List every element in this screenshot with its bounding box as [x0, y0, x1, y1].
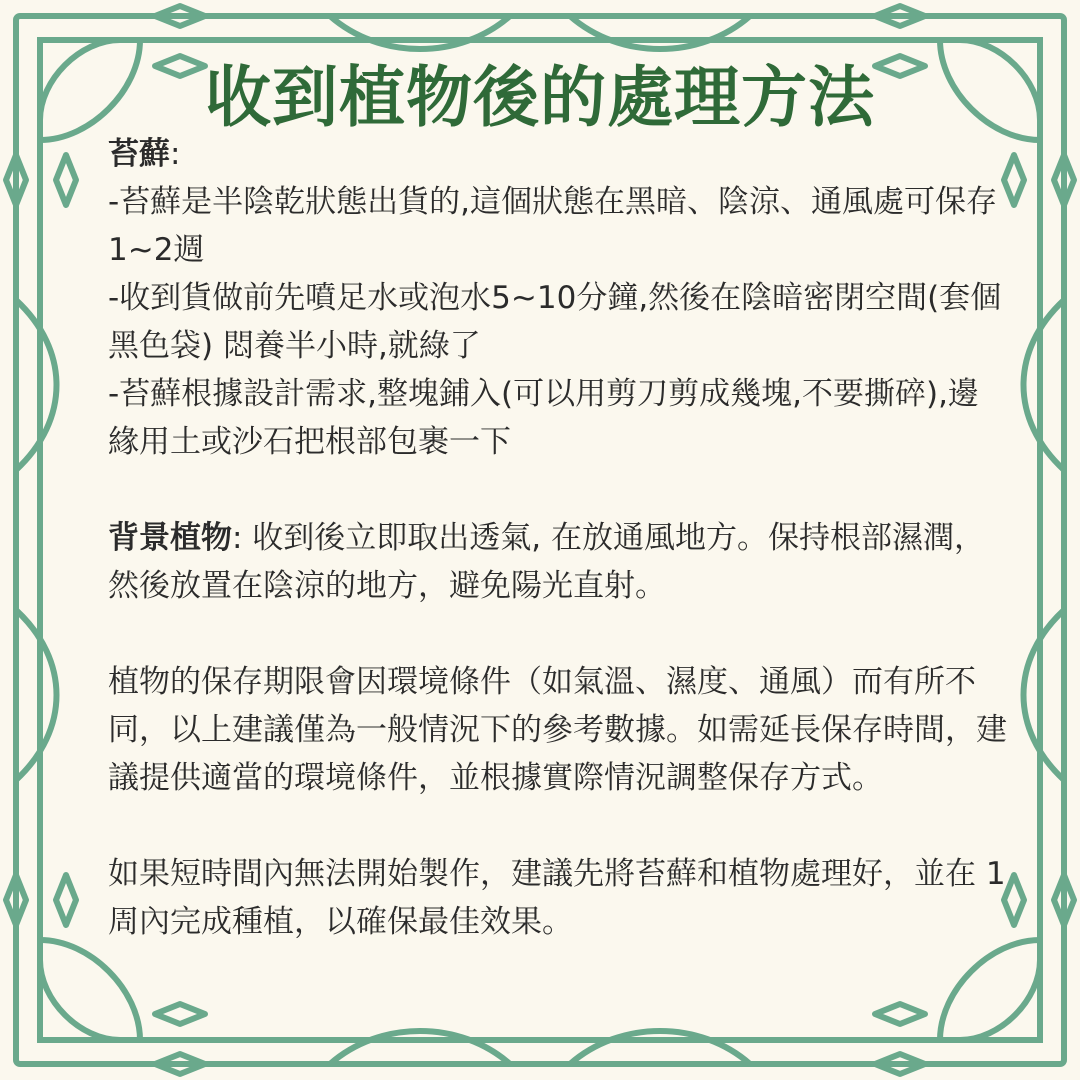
moss-heading: 苔蘚	[108, 136, 170, 172]
spacer	[108, 610, 1008, 658]
moss-heading-colon: :	[170, 136, 181, 172]
background-plants-paragraph	[108, 514, 1008, 610]
content-body	[108, 130, 1008, 946]
spacer	[108, 802, 1008, 850]
background-plants-heading: 背景植物	[108, 520, 232, 556]
spacer	[108, 466, 1008, 514]
background-plants-text: : 收到後立即取出透氣, 在放通風地方。保持根部濕潤，然後放置在陰涼的地方，避免陽光直射。	[108, 520, 986, 604]
moss-heading-line	[108, 130, 1008, 178]
moss-line-2: -收到貨做前先噴足水或泡水5~10分鐘,然後在陰暗密閉空間(套個黑色袋) 悶養半小時,就綠了	[108, 280, 1002, 364]
page-title: 收到植物後的處理方法	[205, 59, 875, 136]
moss-line-1: -苔蘚是半陰乾狀態出貨的,這個狀態在黑暗、陰涼、通風處可保存1~2週	[108, 184, 998, 268]
planting-advice-paragraph: 如果短時間內無法開始製作，建議先將苔蘚和植物處理好，並在 1周內完成種植，以確保最佳效果。	[108, 856, 1006, 940]
moss-line-3: -苔蘚根據設計需求,整塊鋪入(可以用剪刀剪成幾塊,不要撕碎),邊緣用土或沙石把根部包裹一下	[108, 376, 979, 460]
storage-note-paragraph: 植物的保存期限會因環境條件（如氣溫、濕度、通風）而有所不同，以上建議僅為一般情況下的參考數據。如需延長保存時間，建議提供適當的環境條件，並根據實際情況調整保存方式。	[108, 664, 1007, 796]
